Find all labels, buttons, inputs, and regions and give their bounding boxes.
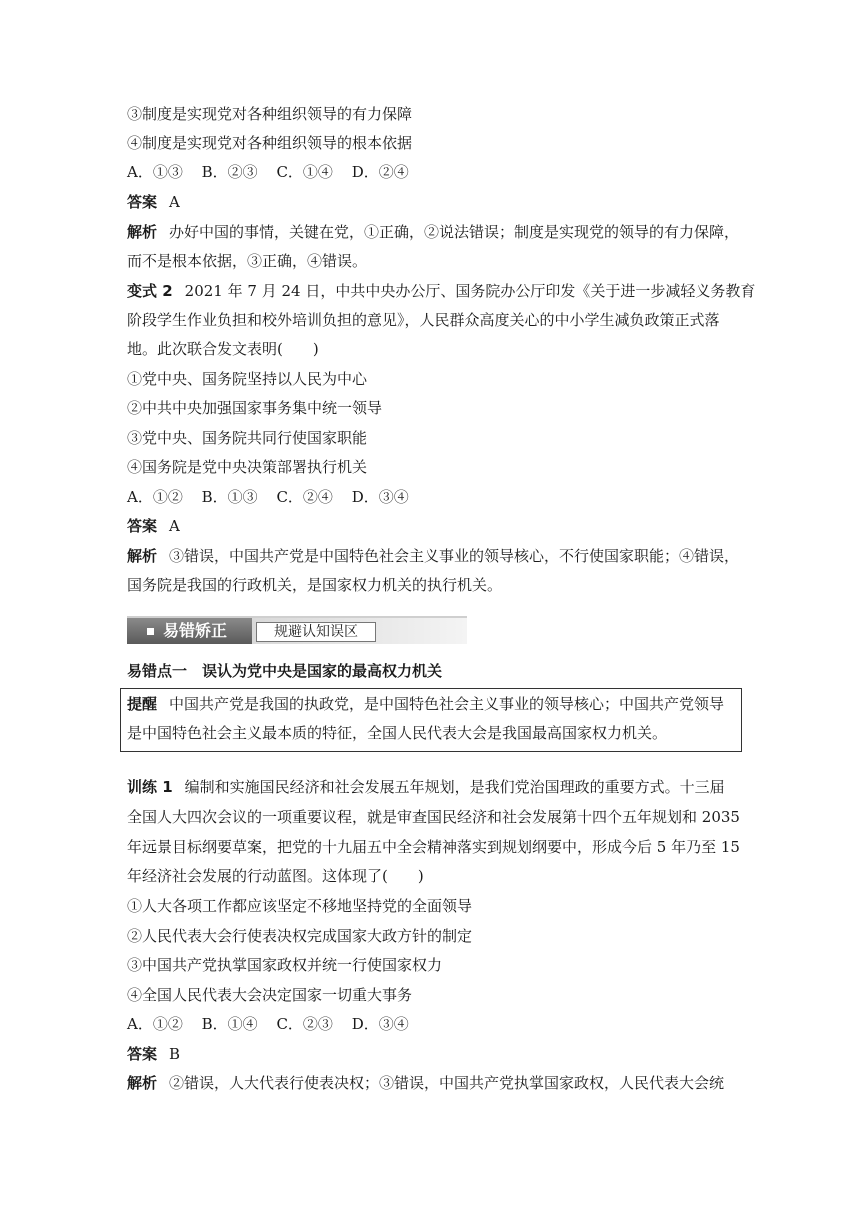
banner-subtitle: 规避认知误区 bbox=[256, 622, 376, 642]
square-bullet-icon bbox=[147, 628, 154, 635]
choice-b: B．①③ bbox=[201, 488, 258, 506]
choice-row bbox=[127, 487, 747, 507]
stem-text-cont: 全国人大四次会议的一项重要议程，就是审查国民经济和社会发展第十四个五年规划和 2035 bbox=[127, 808, 740, 826]
option-3: ③党中央、国务院共同行使国家职能 bbox=[127, 429, 368, 447]
answer-row bbox=[127, 1044, 747, 1064]
option-1: ①党中央、国务院坚持以人民为中心 bbox=[127, 370, 368, 388]
stem-text-cont: 阶段学生作业负担和校外培训负担的意见》，人民群众高度关心的中小学生减负政策正式落 bbox=[127, 311, 720, 329]
choice-d: D．③④ bbox=[351, 1015, 409, 1033]
question-label: 训练 1 bbox=[127, 778, 173, 796]
answer-value: A bbox=[169, 193, 180, 211]
reminder-box bbox=[120, 688, 742, 752]
choice-b: B．①④ bbox=[201, 1015, 258, 1033]
answer-value: B bbox=[169, 1045, 181, 1063]
question-label: 变式 2 bbox=[127, 282, 173, 300]
reminder-label: 提醒 bbox=[127, 695, 158, 713]
answer-row bbox=[127, 516, 747, 536]
choice-c: C．②④ bbox=[276, 488, 333, 506]
choice-c: C．②③ bbox=[276, 1015, 333, 1033]
answer-row bbox=[127, 192, 747, 212]
choice-row bbox=[127, 1014, 747, 1034]
analysis-text-cont: 而不是根本依据，③正确，④错误。 bbox=[127, 252, 368, 270]
option-1: ①人大各项工作都应该坚定不移地坚持党的全面领导 bbox=[127, 897, 473, 915]
answer-label: 答案 bbox=[127, 193, 158, 211]
choice-c: C．①④ bbox=[276, 163, 333, 181]
section-banner bbox=[127, 612, 467, 646]
choice-row bbox=[127, 162, 747, 182]
choice-d: D．③④ bbox=[351, 488, 409, 506]
analysis-row bbox=[127, 546, 747, 566]
stem-text-cont: 地。此次联合发文表明( ) bbox=[127, 340, 319, 358]
analysis-text: ②错误，人大代表行使表决权；③错误，中国共产党执掌国家政权，人民代表大会统 bbox=[169, 1074, 725, 1092]
stem-text: 编制和实施国民经济和社会发展五年规划，是我们党治国理政的重要方式。十三届 bbox=[184, 778, 725, 796]
analysis-label: 解析 bbox=[127, 223, 158, 241]
answer-label: 答案 bbox=[127, 517, 158, 535]
option-3: ③中国共产党执掌国家政权并统一行使国家权力 bbox=[127, 956, 443, 974]
error-point-title: 易错点一 误认为党中央是国家的最高权力机关 bbox=[127, 662, 443, 680]
question-stem bbox=[127, 777, 747, 797]
option-2: ②人民代表大会行使表决权完成国家大政方针的制定 bbox=[127, 927, 473, 945]
analysis-row bbox=[127, 222, 747, 242]
choice-a: A．①③ bbox=[127, 163, 183, 181]
analysis-text-cont: 国务院是我国的行政机关，是国家权力机关的执行机关。 bbox=[127, 576, 503, 594]
analysis-label: 解析 bbox=[127, 1074, 158, 1092]
analysis-label: 解析 bbox=[127, 547, 158, 565]
stem-text-cont: 年经济社会发展的行动蓝图。这体现了( ) bbox=[127, 867, 424, 885]
option-3: ③制度是实现党对各种组织领导的有力保障 bbox=[127, 105, 413, 123]
answer-label: 答案 bbox=[127, 1045, 158, 1063]
stem-text: 2021 年 7 月 24 日，中共中央办公厅、国务院办公厅印发《关于进一步减轻义务教育 bbox=[184, 282, 756, 300]
question-stem bbox=[127, 281, 756, 301]
choice-a: A．①② bbox=[127, 1015, 183, 1033]
option-2: ②中共中央加强国家事务集中统一领导 bbox=[127, 399, 383, 417]
reminder-row bbox=[127, 694, 747, 714]
reminder-text-cont: 是中国特色社会主义最本质的特征，全国人民代表大会是我国最高国家权力机关。 bbox=[127, 724, 668, 742]
banner-subtitle-block bbox=[252, 618, 467, 644]
stem-text-cont: 年远景目标纲要草案，把党的十九届五中全会精神落实到规划纲要中，形成今后 5 年乃至 15 bbox=[127, 838, 740, 856]
analysis-row bbox=[127, 1073, 747, 1093]
banner-title-block bbox=[127, 618, 252, 644]
answer-value: A bbox=[169, 517, 180, 535]
choice-b: B．②③ bbox=[201, 163, 258, 181]
option-4: ④制度是实现党对各种组织领导的根本依据 bbox=[127, 134, 413, 152]
choice-d: D．②④ bbox=[351, 163, 409, 181]
analysis-text: ③错误，中国共产党是中国特色社会主义事业的领导核心，不行使国家职能；④错误， bbox=[169, 547, 740, 565]
analysis-text: 办好中国的事情，关键在党，①正确，②说法错误；制度是实现党的领导的有力保障， bbox=[169, 223, 740, 241]
option-4: ④国务院是党中央决策部署执行机关 bbox=[127, 458, 368, 476]
choice-a: A．①② bbox=[127, 488, 183, 506]
banner-title: 易错矫正 bbox=[163, 621, 228, 640]
option-4: ④全国人民代表大会决定国家一切重大事务 bbox=[127, 986, 413, 1004]
reminder-text: 中国共产党是我国的执政党，是中国特色社会主义事业的领导核心；中国共产党领导 bbox=[169, 695, 725, 713]
